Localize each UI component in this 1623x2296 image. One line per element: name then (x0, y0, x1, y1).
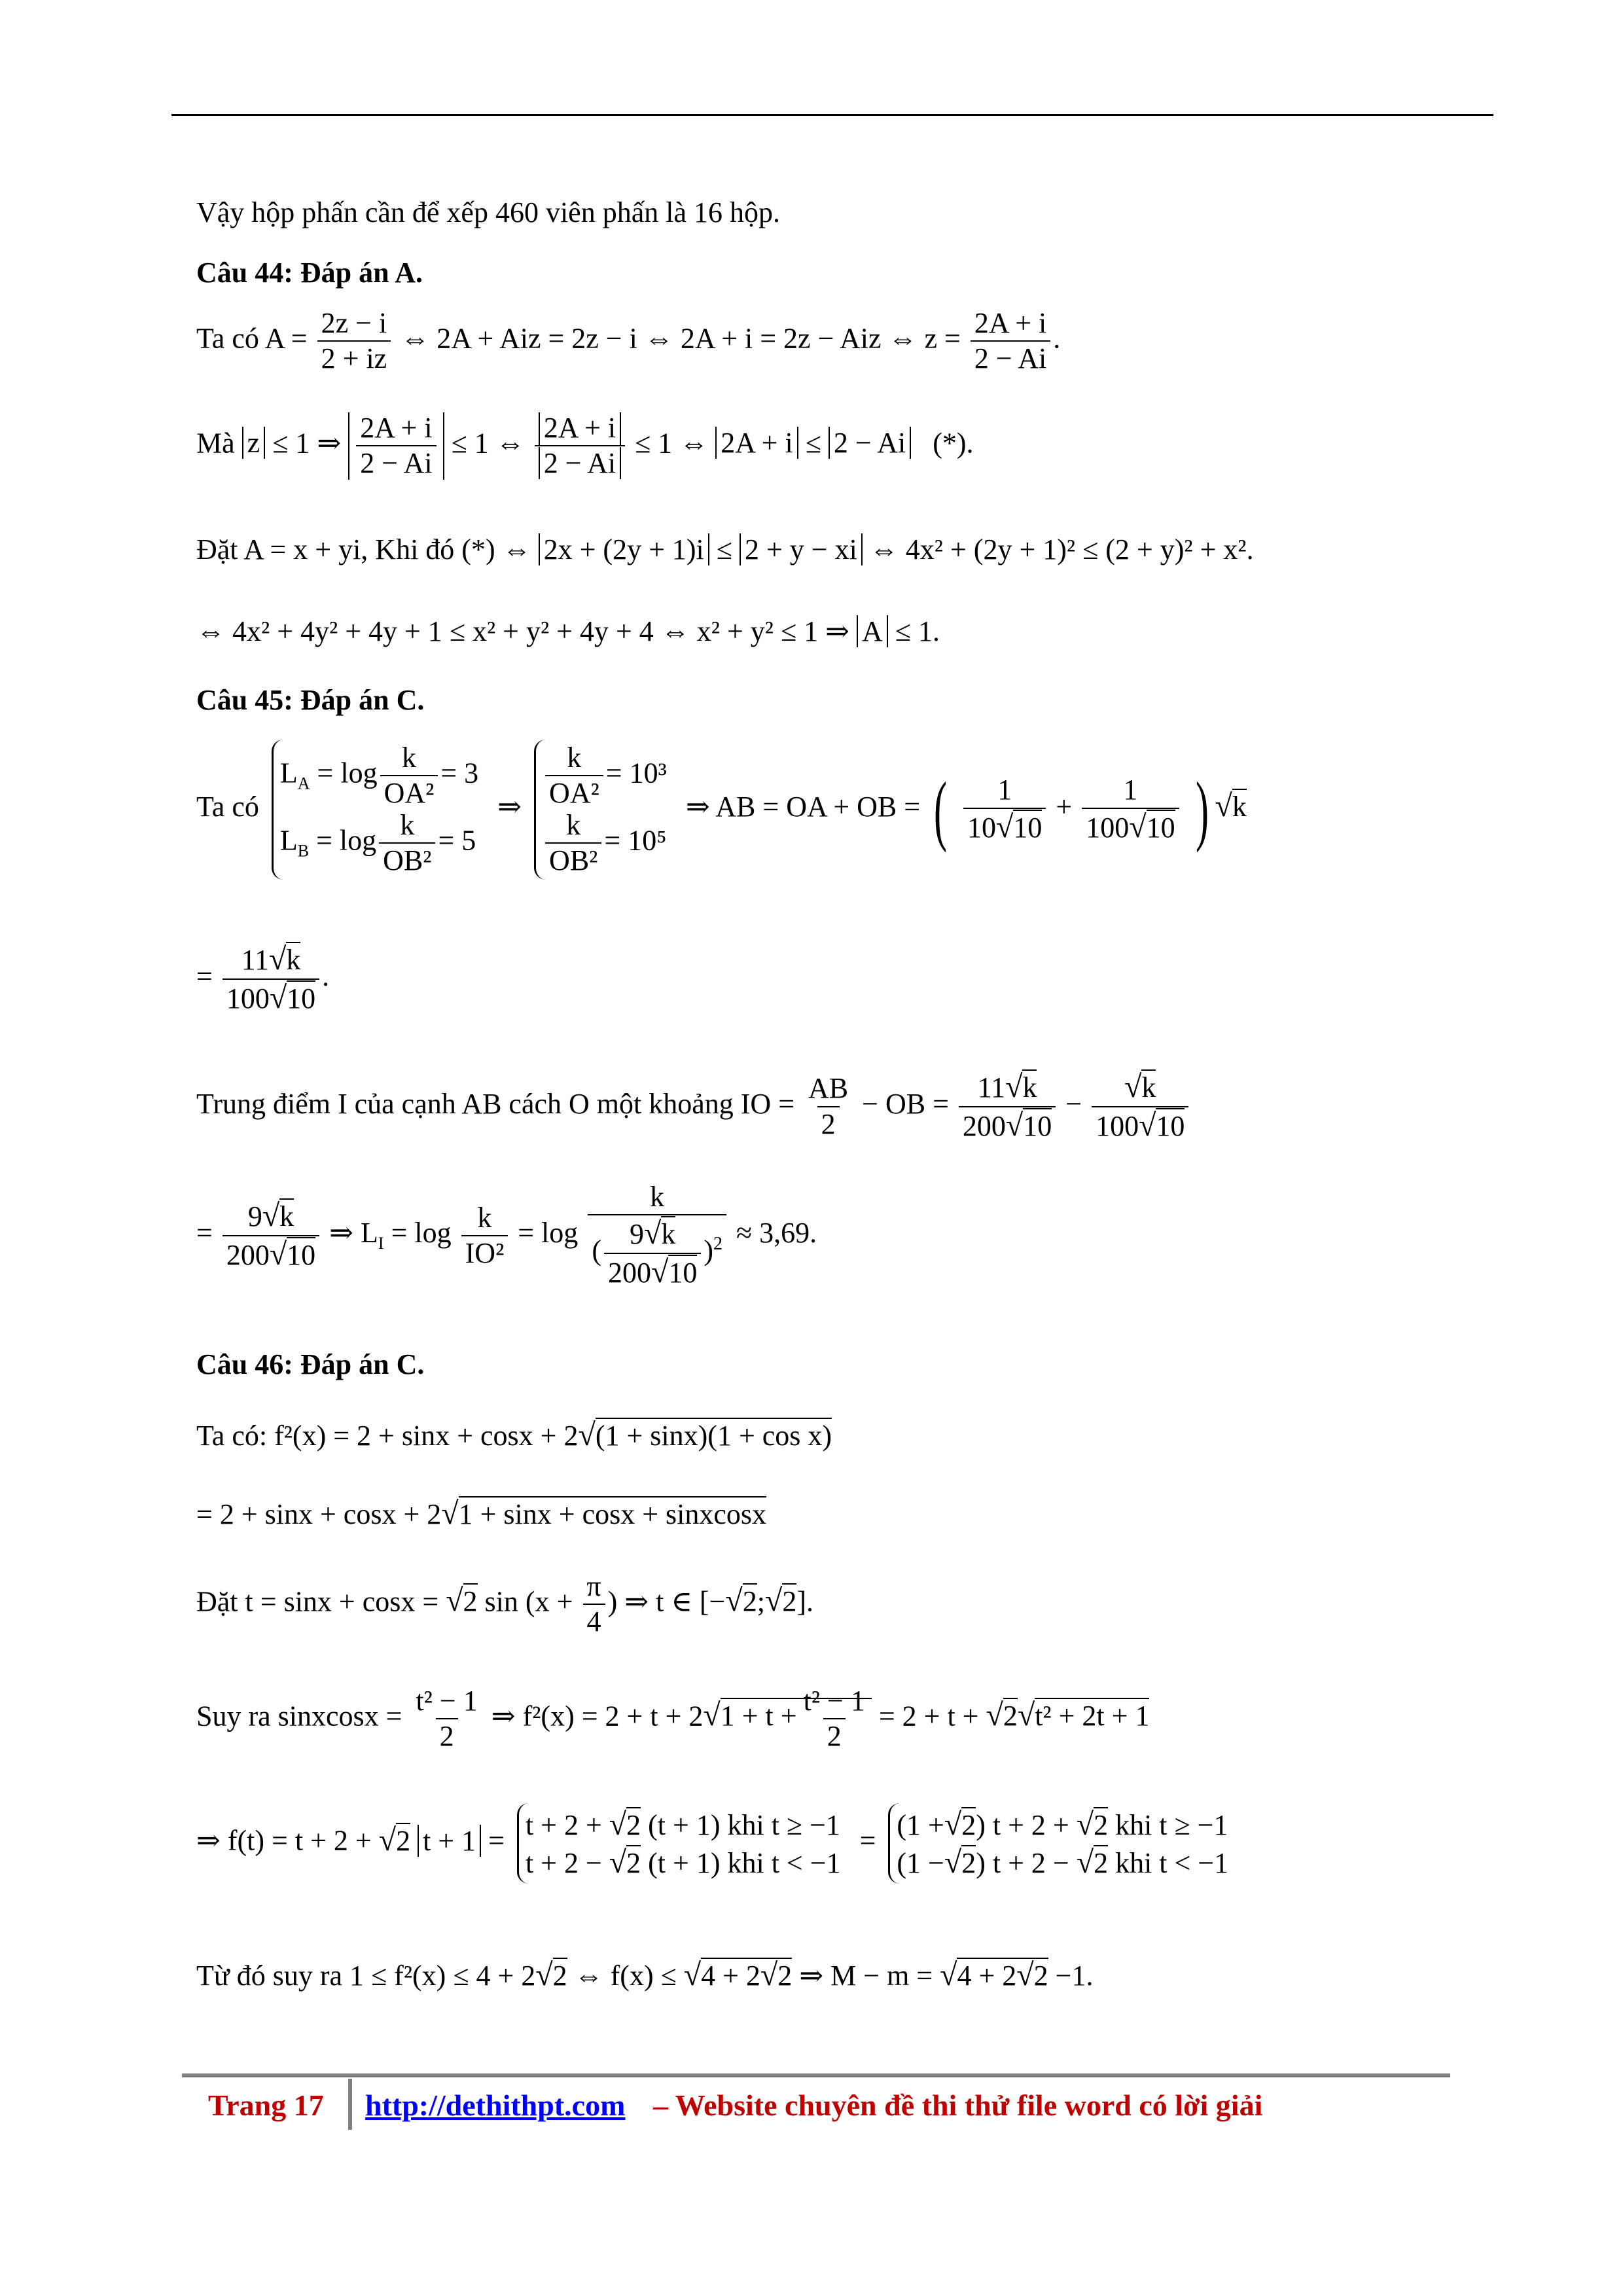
system-brace: $\frac{k}{\text{OA²}}$ = 10³ $\frac{k}{\text{OB²}}$ = 10⁵ (534, 740, 673, 880)
q46-heading: Câu 46: Đáp án C. (196, 1348, 425, 1380)
q44-line4: ⇔ 4x² + 4y² + 4y + 1 ≤ x² + y² + 4y + 4 ⇔ x² + y² ≤ 1 ⇒ A ≤ 1. (196, 615, 940, 647)
q45-line2: = $\frac{11√ k}{100√ 10}$ . (196, 942, 329, 1016)
footer-rule (182, 2073, 1450, 2077)
footer-website-link[interactable]: http://dethithpt.com (365, 2089, 626, 2122)
q45-line3: Trung điểm I của cạnh AB cách O một khoảng IO = $\frac{AB}{2}$ − OB = $\frac{11√ k}{200√ 10}$ − √ $\frac{k}{100√ 10}$ (196, 1070, 1191, 1143)
piecewise-brace: (1 +√ 2) t + 2 + √ 2 khi t ≥ −1 (1 −√ 2) t + 2 − √ 2 khi t < −1 (888, 1803, 1235, 1884)
q45-heading: Câu 45: Đáp án C. (196, 684, 425, 716)
q46-line1: Ta có: f²(x) = 2 + sinx + cosx + 2√ (1 + sinx)(1 + cos x) (196, 1417, 832, 1453)
q46-line2: = 2 + sinx + cosx + 2√ 1 + sinx + cosx + sinxcosx (196, 1496, 766, 1532)
footer-separator (348, 2079, 352, 2130)
q44-line1: Ta có A = $\frac{2z - i}{2 + iz}$ ⇔ 2A + Aiz = 2z − i ⇔ 2A + i = 2z − Aiz ⇔ z = $\frac{2A + i}{2 - Ai}$ . (196, 307, 1061, 375)
q44-heading: Câu 44: Đáp án A. (196, 257, 423, 289)
q46-line6: Từ đó suy ra 1 ≤ f²(x) ≤ 4 + 2√ 2 ⇔ f(x) ≤ √ 4 + 2√ 2 ⇒ M − m = √ 4 + 2√ 2 −1. (196, 1957, 1093, 1993)
q44-line2: Mà z ≤ 1 ⇒ $\frac{2A + i}{2 - Ai}$ ≤ 1 ⇔ $\frac{2A + i}{2 - Ai}$ ≤ 1 ⇔ 2A + i ≤ 2 − Ai (*). (196, 412, 974, 480)
fraction: $\frac{2A + i}{2 - Ai}$ (971, 308, 1050, 375)
intro-text: Vậy hộp phấn cần để xếp 460 viên phấn là 16 hộp. (196, 196, 780, 228)
q44-line3: Đặt A = x + yi, Khi đó (*) ⇔ 2x + (2y + 1)i ≤ 2 + y − xi ⇔ 4x² + (2y + 1)² ≤ (2 + y)² + x². (196, 533, 1254, 565)
q46-line3: Đặt t = sinx + cosx = √ 2 sin (x + $\frac{\pi}{4}$ ) ⇒ t ∈ [−√ 2;√ 2]. (196, 1571, 813, 1638)
q46-line5: ⇒ f(t) = t + 2 + √ 2 t + 1 = t + 2 + √ 2 (t + 1) khi t ≥ −1 t + 2 − √ 2 (t + 1) khi t < −1 = (1 +√ 2) t + 2 + √ 2 khi t ≥ −1 (1 −√ 2) t + 2 − √ 2 khi t < −1 (196, 1803, 1240, 1884)
fraction: $\frac{2z - i}{2 + iz}$ (317, 308, 391, 375)
header-rule (171, 114, 1493, 116)
q45-line1: Ta có $L_A = \log$ $\frac{k}{\text{OA²}}$ = 3 $L_B = \log$ $\frac{k}{\text{OB²}}$ = 5 ⇒ $\frac{k}{\text{OA²}}$ = 10³ $\frac{k}{\text{OB²}}$ = 10⁵ ⇒ AB = OA + OB = ( $\frac{1}{10√ 10}$ + $\frac{1}{100√ 10}$ )√ k (196, 740, 1247, 880)
footer-tagline: – Website chuyên đề thi thử file word có lời giải (653, 2089, 1263, 2122)
system-brace: $L_A = \log$ $\frac{k}{\text{OA²}}$ = 3 $L_B = \log$ $\frac{k}{\text{OB²}}$ = 5 (272, 740, 485, 880)
footer-page-number: Trang 17 (208, 2089, 324, 2122)
piecewise-brace: t + 2 + √ 2 (t + 1) khi t ≥ −1 t + 2 − √ 2 (t + 1) khi t < −1 (517, 1803, 847, 1884)
q46-line4: Suy ra sinxcosx = $\frac{\text{t² − 1}}{2}$ ⇒ f²(x) = 2 + t + 2√ 1 + t + $\frac{\text{t² − 1}}{2}$ = 2 + t + √ 2√ t² + 2t + 1 (196, 1685, 1149, 1753)
q45-line4: = $\frac{9√ k}{200√ 10}$ ⇒ $L_I = \log$ $\frac{k}{\text{IO²}}$ = log k ( $\frac{9√ k}{200√ 10}$ )$^2$ ≈ 3,69. (196, 1181, 817, 1290)
